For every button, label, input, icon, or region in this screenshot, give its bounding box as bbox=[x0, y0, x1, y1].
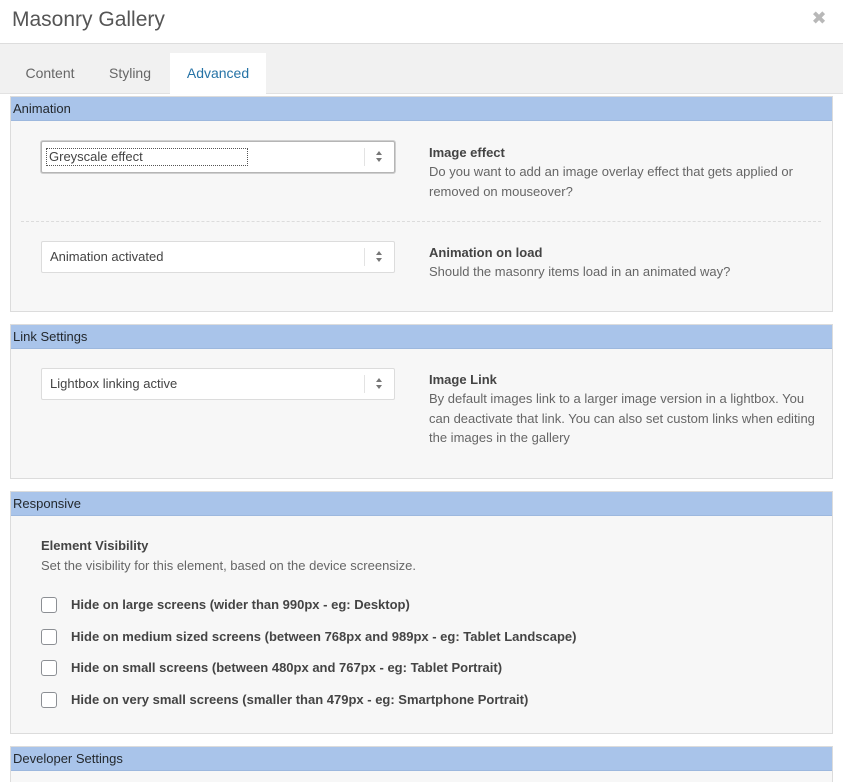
section-header-developer-settings: Developer Settings bbox=[11, 747, 832, 771]
element-visibility-text: Set the visibility for this element, based on the device screensize. bbox=[41, 558, 417, 573]
image-effect-value: Greyscale effect bbox=[46, 148, 248, 166]
hide-very-small-label[interactable]: Hide on very small screens (smaller than 479px - eg: Smartphone Portrait) bbox=[71, 692, 529, 707]
settings-panel bbox=[0, 94, 843, 782]
animation-on-load-description bbox=[429, 244, 819, 282]
select-divider bbox=[364, 148, 365, 166]
animation-on-load-title: Animation on load bbox=[429, 245, 543, 260]
select-divider bbox=[364, 248, 365, 266]
section-header-animation: Animation bbox=[11, 97, 832, 121]
section-link-settings bbox=[10, 324, 833, 479]
image-link-description bbox=[429, 371, 819, 448]
image-link-title: Image Link bbox=[429, 372, 497, 387]
image-effect-text: Do you want to add an image overlay effect that gets applied or removed on mouseover? bbox=[429, 164, 793, 199]
modal-header bbox=[0, 0, 843, 44]
select-arrows-icon bbox=[375, 378, 383, 390]
section-animation bbox=[10, 96, 833, 312]
hide-large-checkbox[interactable] bbox=[41, 597, 57, 613]
section-header-responsive: Responsive bbox=[11, 492, 832, 516]
hide-medium-checkbox[interactable] bbox=[41, 629, 57, 645]
tab-bar bbox=[0, 44, 843, 94]
tab-styling[interactable]: Styling bbox=[108, 65, 152, 81]
hide-medium-label[interactable]: Hide on medium sized screens (between 768px and 989px - eg: Tablet Landscape) bbox=[71, 629, 577, 644]
animation-on-load-text: Should the masonry items load in an animated way? bbox=[429, 264, 731, 279]
select-arrows-icon bbox=[375, 151, 383, 163]
field-animation-on-load bbox=[11, 221, 832, 301]
select-divider bbox=[364, 375, 365, 393]
hide-very-small-checkbox[interactable] bbox=[41, 692, 57, 708]
animation-on-load-value: Animation activated bbox=[50, 249, 164, 264]
close-icon[interactable]: ✖ bbox=[811, 8, 827, 28]
section-header-link-settings: Link Settings bbox=[11, 325, 832, 349]
hide-large-label[interactable]: Hide on large screens (wider than 990px - eg: Desktop) bbox=[71, 597, 410, 612]
element-visibility-title: Element Visibility bbox=[41, 538, 149, 553]
select-arrows-icon bbox=[375, 251, 383, 263]
image-effect-description bbox=[429, 144, 819, 201]
hide-small-label[interactable]: Hide on small screens (between 480px and 767px - eg: Tablet Portrait) bbox=[71, 660, 503, 675]
field-image-effect bbox=[11, 121, 832, 221]
tab-advanced[interactable]: Advanced bbox=[170, 53, 266, 95]
modal-title: Masonry Gallery bbox=[12, 8, 165, 31]
image-effect-title: Image effect bbox=[429, 145, 505, 160]
tab-content[interactable]: Content bbox=[25, 65, 75, 81]
image-link-select[interactable] bbox=[41, 368, 395, 400]
animation-on-load-select[interactable] bbox=[41, 241, 395, 273]
image-link-value: Lightbox linking active bbox=[50, 376, 178, 391]
section-responsive bbox=[10, 491, 833, 734]
image-effect-select[interactable] bbox=[41, 141, 395, 173]
hide-small-checkbox[interactable] bbox=[41, 660, 57, 676]
field-image-link bbox=[11, 349, 832, 474]
image-link-text: By default images link to a larger image version in a lightbox. You can deactivate that link. You can also set custom links when editing the images in the gallery bbox=[429, 391, 815, 445]
section-developer-settings bbox=[10, 746, 833, 782]
